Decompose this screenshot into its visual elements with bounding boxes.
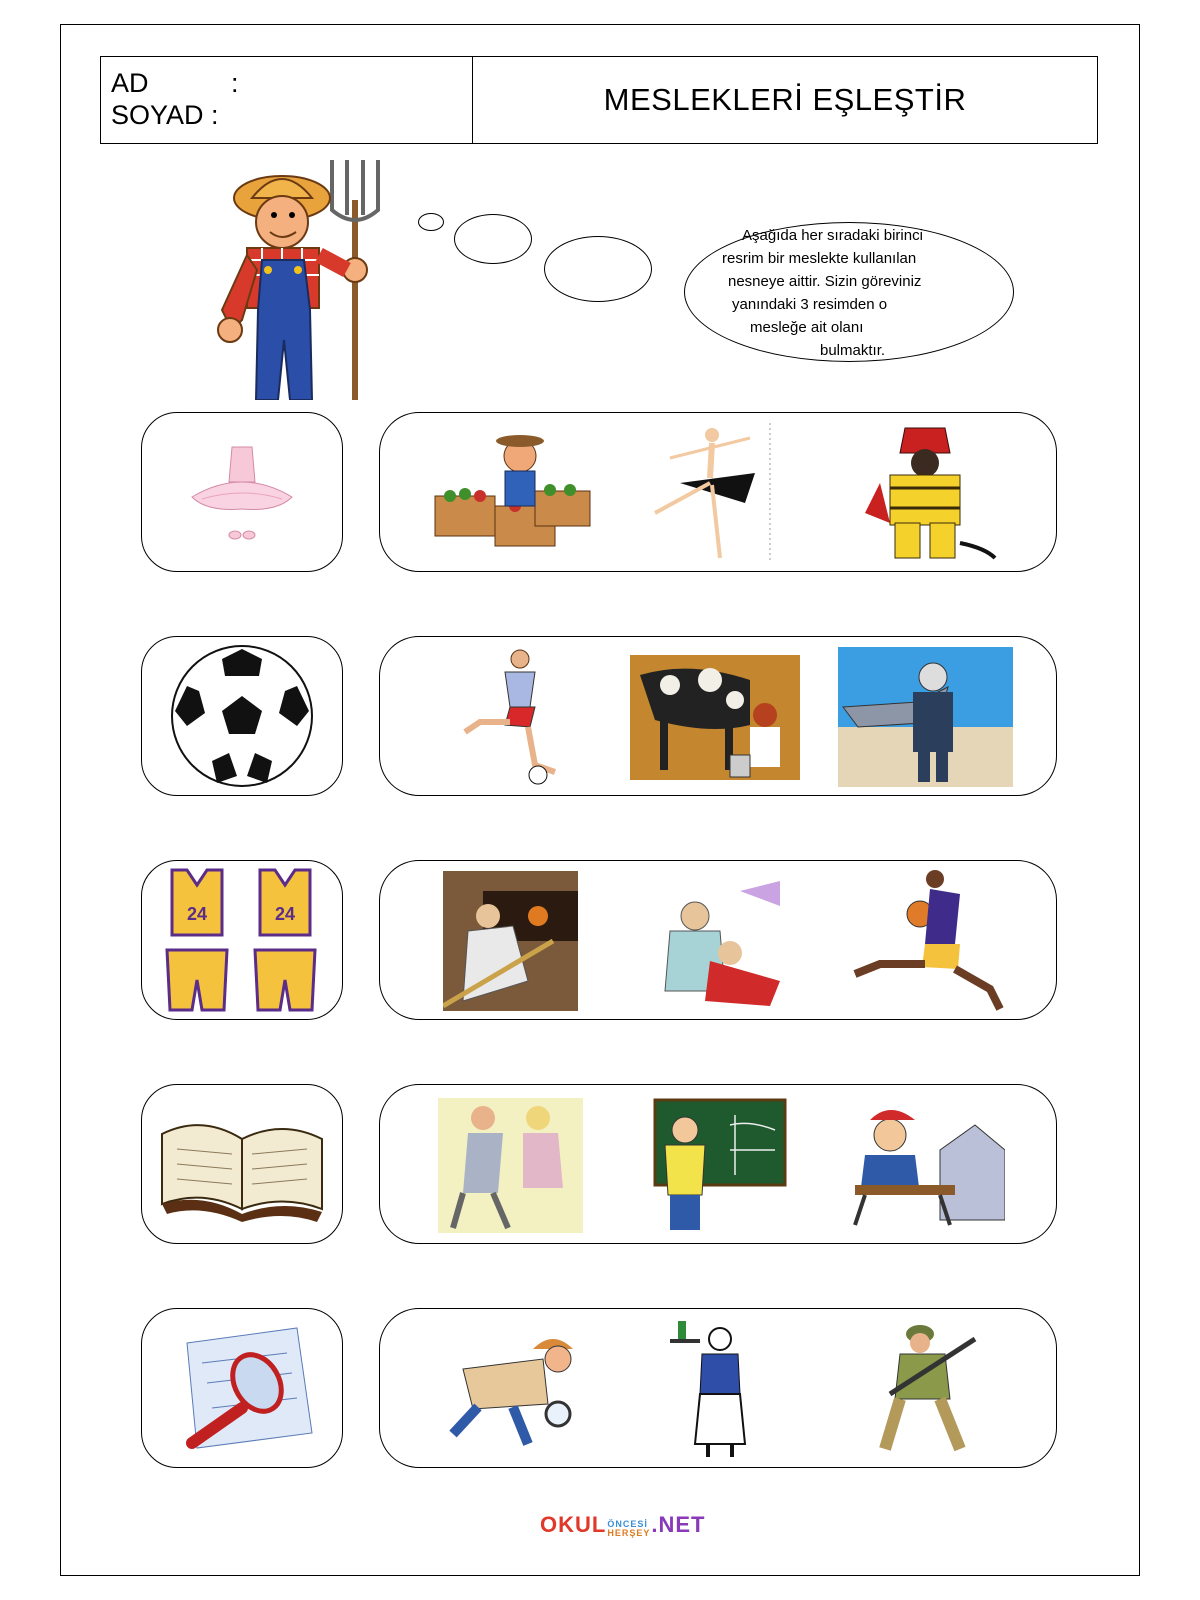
- object-box-soccer-ball[interactable]: [141, 636, 343, 796]
- milkman-icon: [630, 655, 800, 780]
- header-box: [100, 56, 1098, 144]
- logo-small-bottom: HERŞEY: [607, 1528, 651, 1538]
- thought-bubble-small: [418, 213, 444, 231]
- pilot-icon: [838, 647, 1013, 787]
- teacher-icon: [640, 1095, 790, 1235]
- greengrocer-icon: [425, 426, 595, 561]
- open-book-icon: [157, 1104, 327, 1224]
- thought-bubble-large: [544, 236, 652, 302]
- ballet-tutu-icon: [187, 437, 297, 547]
- option-doctor[interactable]: [420, 1095, 600, 1235]
- soccer-ball-icon: [167, 641, 317, 791]
- option-milkman[interactable]: [625, 647, 805, 787]
- thought-bubble-medium: [454, 214, 532, 264]
- option-waiter[interactable]: [625, 1319, 805, 1459]
- object-box-basketball-uniform[interactable]: [141, 860, 343, 1020]
- options-box-row-2: [379, 636, 1057, 796]
- option-pilot[interactable]: [830, 647, 1020, 787]
- object-box-magnifier[interactable]: [141, 1308, 343, 1468]
- options-box-row-5: [379, 1308, 1057, 1468]
- farmer-illustration: [212, 160, 390, 400]
- option-firefighter[interactable]: [830, 423, 1020, 563]
- magnifying-glass-icon: [167, 1323, 317, 1453]
- option-carpenter[interactable]: [830, 1095, 1020, 1235]
- options-box-row-3: [379, 860, 1057, 1020]
- ballerina-icon: [650, 423, 780, 563]
- carpenter-icon: [845, 1100, 1005, 1230]
- detective-icon: [433, 1329, 588, 1449]
- basketball-player-icon: [840, 869, 1010, 1014]
- ad-label: AD: [111, 68, 149, 98]
- dentist-icon: [640, 871, 790, 1011]
- firefighter-icon: [850, 423, 1000, 563]
- soyad-label: SOYAD :: [111, 100, 219, 130]
- instruction-line-4: yanındaki 3 resimden o: [732, 296, 888, 313]
- option-ballerina[interactable]: [625, 423, 805, 563]
- option-greengrocer[interactable]: [420, 423, 600, 563]
- logo-right-text: .NET: [651, 1512, 706, 1537]
- option-soldier[interactable]: [830, 1319, 1020, 1459]
- soccer-player-icon: [450, 647, 570, 787]
- instruction-line-1: Aşağıda her sıradaki birinci: [742, 227, 923, 244]
- okuloncesi-logo: [540, 1512, 705, 1538]
- logo-small-top: ÖNCESİ: [607, 1519, 648, 1529]
- basketball-uniform-icon: [152, 865, 332, 1015]
- svg-text:24: 24: [186, 904, 208, 924]
- ad-colon: :: [231, 68, 239, 98]
- object-box-book[interactable]: [141, 1084, 343, 1244]
- baker-icon: [443, 871, 578, 1011]
- object-box-tutu[interactable]: [141, 412, 343, 572]
- option-baker[interactable]: [420, 871, 600, 1011]
- logo-left-text: OKUL: [540, 1512, 607, 1537]
- instruction-line-3: nesneye aittir. Sizin göreviniz: [728, 273, 922, 290]
- option-basketball-player[interactable]: [830, 871, 1020, 1011]
- instruction-line-2: resrim bir meslekte kullanılan: [722, 250, 917, 267]
- option-dentist[interactable]: [625, 871, 805, 1011]
- option-teacher[interactable]: [625, 1095, 805, 1235]
- waiter-icon: [660, 1319, 770, 1459]
- soldier-icon: [865, 1319, 985, 1459]
- name-fields: [101, 57, 473, 143]
- option-soccer-player[interactable]: [420, 647, 600, 787]
- options-box-row-4: [379, 1084, 1057, 1244]
- option-detective[interactable]: [420, 1319, 600, 1459]
- instruction-line-5: mesleğe ait olanı: [750, 319, 864, 336]
- doctor-icon: [438, 1098, 583, 1233]
- options-box-row-1: [379, 412, 1057, 572]
- page-title: MESLEKLERİ EŞLEŞTİR: [603, 82, 967, 117]
- svg-text:24: 24: [274, 904, 296, 924]
- instruction-line-6: bulmaktır.: [820, 342, 886, 359]
